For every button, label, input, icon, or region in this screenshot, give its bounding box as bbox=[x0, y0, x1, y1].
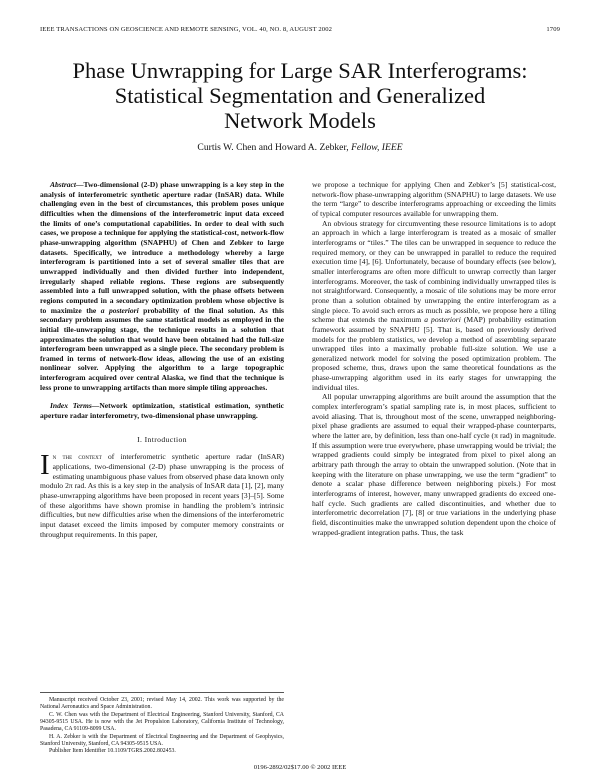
index-terms-lead: Index Terms— bbox=[50, 401, 100, 411]
intro-body: of interferometric synthetic aperture radar (InSAR) applications, two-dimensional (2-D) phase unwrapping is the process of estimating unambiguous phase values from observed phase data known only modulo 2π rad. As this is a key step in the analysis of InSAR data [1], [2], many phase-unwrapping algorithms have been proposed in recent years [3]–[5]. Some of these algorithms have shown promise in handling the problem’s intrinsic difficulties, but new difficulties arise when the dimensions of the interferometric input dataset exceed the limits imposed by computer memory constraints or throughput requirements. In this paper, bbox=[40, 452, 285, 539]
drop-cap: I bbox=[40, 449, 50, 482]
footnotes bbox=[40, 692, 284, 756]
right-paragraph-1: we propose a technique for applying Chen and Zebker’s [5] statistical-cost, network-flow phase-unwrapping algorithm (SNAPHU) to large datasets. We use the term “large” to describe interferograms approaching or exceeding the limits of typical computer resources available for unwrapping them. bbox=[312, 180, 556, 218]
running-header bbox=[40, 26, 560, 38]
footnote-publisher-id: Publisher Item Identifier 10.1109/TGRS.2002.802453. bbox=[49, 748, 176, 755]
abstract-lead: Abstract— bbox=[50, 180, 84, 189]
abstract-body: Two-dimensional (2-D) phase unwrapping is a key step in the analysis of interferometric synthetic aperture radar (InSAR) data. While challenging even in the best of circumstances, this problem poses unique difficulties when the dimensions of the interferometric input data exceed the limits of one’s computational capabilities. In order to deal with such cases, we propose a technique for applying the statistical-cost, network-flow phase-unwrapping algorithm (SNAPHU) of Chen and Zebker to large datasets. Specifically, we introduce a methodology whereby a large interferogram is partitioned into a set of several smaller tiles that are unwrapped individually and then divided further into independent, irregularly shaped reliable regions. These regions are subsequently assembled into a full unwrapped solution, with the phase offsets between regions computed in a secondary optimization problem whose objective is to maximize the bbox=[40, 180, 284, 315]
right-column bbox=[312, 180, 556, 537]
intro-paragraph bbox=[40, 449, 285, 539]
right-paragraph-2a: An obvious strategy for circumventing these resource limitations is to adopt an approach in which a large interferogram is treated as a mosaic of smaller interferograms or “tiles.” The tiles can be unwrapped in sequence to reduce the required memory, or they can be unwrapped in parallel to reduce the required execution time [4], [6]. Unfortunately, because of boundary effects (see below), smaller interferograms are often more difficult to unwrap correctly than larger interferograms. Moreover, the task of combining individually unwrapped tiles is not straightforward. Consequently, a mosaic of tile solutions may be more error prone than a solution obtained by unwrapping the entire interferogram as a single piece. To avoid such errors as much as possible, we propose here a tiling scheme that extends the maximum bbox=[312, 218, 556, 325]
footnote-manuscript: Manuscript received October 23, 2001; revised May 14, 2002. This work was supported by the National Aeronautics and Space Administration. bbox=[40, 697, 284, 711]
journal-name: IEEE TRANSACTIONS ON GEOSCIENCE AND REMOTE SENSING, VOL. 40, NO. 8, AUGUST 2002 bbox=[40, 26, 332, 33]
right-paragraph-2b: (MAP) probability estimation framework assumed by SNAPHU [5]. That is, based on previously derived models for the problem statistics, we develop a method of assembling separate unwrapped tiles into a maximally probable full-size solution. We use a generalized network model for solving the posed optimization problem. The proposed scheme, thus, draws upon the same theoretical foundations as the phase-unwrapping algorithm used in its early stages for unwrapping the individual tiles. bbox=[312, 315, 556, 392]
title-line-3: Network Models bbox=[224, 108, 376, 133]
right-paragraph-2-italic: a posteriori bbox=[424, 315, 461, 325]
author-fellow: Fellow, IEEE bbox=[351, 142, 403, 153]
abstract-body-end: probability of the final solution. As this secondary problem assumes the same statistical models as employed in the initial tile-unwrapping stage, the technique results in a solution that approximates the solution that would have been obtained had the full-size interferogram been unwrapped as a single piece. The secondary problem is framed in terms of network-flow ideas, allowing the use of an existing nonlinear solver. Applying the algorithm to a large topographic interferogram acquired over central Alaska, we find that the technique is less prone to unwrapping artifacts than more simple tiling approaches. bbox=[40, 305, 284, 392]
footnote-chen: C. W. Chen was with the Department of Electrical Engineering, Stanford University, Stanford, CA 94305-9515 USA. He is now with the Jet Propulsion Laboratory, California Institute of Technology, Pasadena, CA 91109-8099 USA. bbox=[40, 711, 284, 733]
abstract bbox=[40, 180, 284, 392]
copyright-line: 0196-2892/02$17.00 © 2002 IEEE bbox=[253, 764, 347, 771]
title-line-1: Phase Unwrapping for Large SAR Interferograms: bbox=[72, 58, 528, 83]
index-terms-body: Network optimization, statistical estimation, synthetic aperture radar interferometry, two-dimensional phase unwrapping. bbox=[40, 401, 284, 421]
section-heading-introduction: I. Introduction bbox=[137, 434, 187, 444]
footnote-zebker: H. A. Zebker is with the Department of Electrical Engineering and the Department of Geophysics, Stanford University, Stanford, CA 94305-9515 USA. bbox=[40, 733, 284, 748]
page-number: 1709 bbox=[546, 26, 560, 33]
right-paragraph-2 bbox=[312, 219, 556, 393]
intro-smallcaps: n the context bbox=[52, 452, 102, 462]
author-names: Curtis W. Chen and Howard A. Zebker, bbox=[197, 142, 349, 153]
title-line-2: Statistical Segmentation and Generalized bbox=[114, 83, 486, 108]
abstract-italic-term: a posteriori bbox=[100, 305, 139, 315]
left-column bbox=[40, 180, 284, 539]
authors bbox=[40, 142, 560, 153]
paper-title bbox=[40, 58, 560, 133]
footnote-rule bbox=[40, 692, 284, 693]
index-terms bbox=[40, 401, 284, 420]
right-paragraph-3: All popular unwrapping algorithms are built around the assumption that the complex interferogram’s spatial sampling rate is, in most places, sufficient to avoid aliasing. That is, throughout most of the scene, unwrapped neighboring-pixel phase gradients are assumed to equal their wrapped-phase counterparts, where the latter are, by definition, less than one-half cycle (π rad) in magnitude. If this assumption were true everywhere, phase unwrapping would be trivial; the wrapped gradients could simply be integrated from pixel to pixel along an arbitrary path through the array to obtain the unwrapped solution. (Note that in keeping with the literature on phase unwrapping, we use the term “gradient” to denote a scalar phase difference between neighboring pixels.) For most interferograms of interest, however, many unwrapped gradients do exceed one-half cycle. Such gradients are called discontinuities, and whether due to interferometric decorrelation [7], [8] or true variations in the underlying phase field, discontinuities make the unwrapped solution dependent upon the choice of wrapped-gradient integration paths. Thus, the task bbox=[312, 392, 556, 537]
